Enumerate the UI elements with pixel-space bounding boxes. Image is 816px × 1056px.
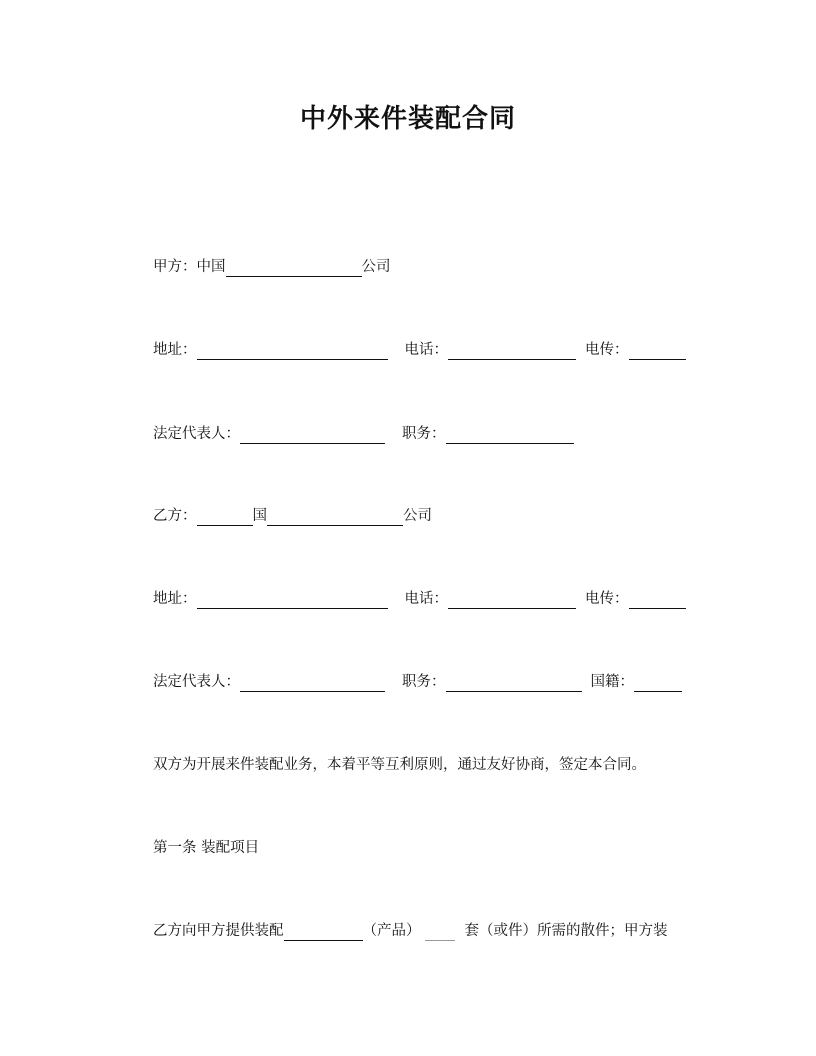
article-1-text-a: 乙方向甲方提供装配 bbox=[153, 923, 284, 939]
party-b-phone-label: 电话： bbox=[404, 591, 448, 607]
party-b-rep-label: 法定代表人： bbox=[153, 674, 240, 690]
party-b-rep-blank[interactable] bbox=[240, 675, 385, 692]
party-b-nationality-blank[interactable] bbox=[634, 675, 682, 692]
party-b-position-blank[interactable] bbox=[446, 675, 582, 692]
party-a-name-blank[interactable] bbox=[226, 260, 362, 277]
party-b-phone-blank[interactable] bbox=[448, 592, 576, 609]
party-b-fax-label: 电传： bbox=[585, 591, 629, 607]
party-a-position-blank[interactable] bbox=[446, 427, 574, 444]
party-b-line bbox=[153, 506, 432, 526]
party-a-address-blank[interactable] bbox=[197, 343, 388, 360]
party-a-line bbox=[153, 257, 391, 277]
document-title: 中外来件装配合同 bbox=[299, 104, 516, 134]
party-b-address-blank[interactable] bbox=[197, 592, 388, 609]
party-b-position-label: 职务： bbox=[402, 674, 446, 690]
party-b-contact-line bbox=[153, 589, 686, 609]
party-b-country-suffix: 国 bbox=[252, 508, 267, 524]
party-b-fax-blank[interactable] bbox=[629, 592, 686, 609]
article-1-text-b: （产品） bbox=[362, 923, 421, 939]
party-a-rep-blank[interactable] bbox=[240, 427, 385, 444]
product-blank[interactable] bbox=[284, 924, 363, 941]
intro-paragraph: 双方为开展来件装配业务，本着平等互利原则，通过友好协商，签定本合同。 bbox=[153, 757, 646, 773]
party-b-nationality-label: 国籍： bbox=[590, 674, 634, 690]
party-b-name-blank[interactable] bbox=[267, 509, 403, 526]
article-1-text-c: 套（或件）所需的散件；甲方装 bbox=[464, 923, 668, 939]
party-a-rep-label: 法定代表人： bbox=[153, 426, 240, 442]
party-a-rep-line bbox=[153, 424, 574, 444]
party-a-label: 甲方：中国 bbox=[153, 259, 226, 275]
article-1-heading: 第一条 装配项目 bbox=[153, 840, 260, 856]
article-1-text bbox=[153, 921, 668, 941]
party-a-fax-blank[interactable] bbox=[629, 343, 686, 360]
party-a-address-label: 地址： bbox=[153, 342, 197, 358]
party-b-country-blank[interactable] bbox=[197, 509, 253, 526]
party-a-fax-label: 电传： bbox=[585, 342, 629, 358]
party-b-address-label: 地址： bbox=[153, 591, 197, 607]
party-b-label: 乙方： bbox=[153, 508, 197, 524]
quantity-blank[interactable] bbox=[425, 924, 455, 941]
party-a-contact-line bbox=[153, 340, 686, 360]
party-a-phone-blank[interactable] bbox=[448, 343, 576, 360]
party-a-phone-label: 电话： bbox=[404, 342, 448, 358]
party-a-position-label: 职务： bbox=[402, 426, 446, 442]
party-b-rep-line bbox=[153, 672, 682, 692]
party-a-suffix: 公司 bbox=[361, 259, 391, 275]
party-b-suffix: 公司 bbox=[403, 508, 432, 524]
